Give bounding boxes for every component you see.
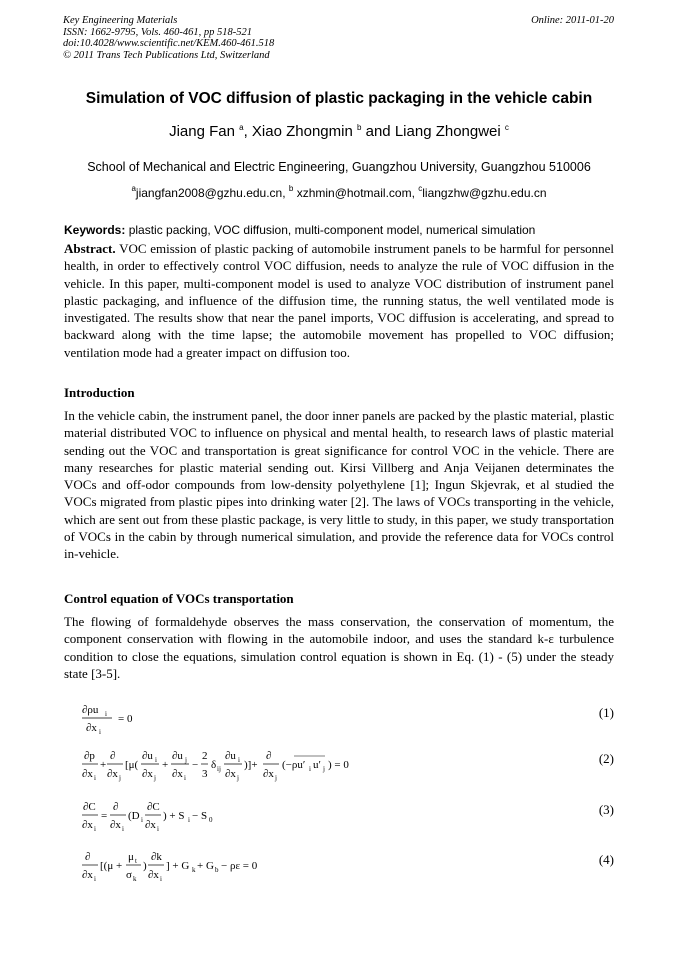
svg-text:∂x: ∂x	[107, 768, 118, 780]
keywords-label: Keywords:	[64, 223, 126, 237]
svg-text:= 0: = 0	[118, 713, 133, 725]
svg-text:∂x: ∂x	[142, 768, 153, 780]
svg-text:)]+: )]+	[244, 759, 258, 771]
doi-line: doi:10.4028/www.scientific.net/KEM.460-461.518	[63, 38, 275, 49]
svg-text:] + G: ] + G	[166, 860, 190, 872]
equation-1	[80, 700, 160, 738]
abstract-text: VOC emission of plastic packing of automobile instrument panels to be harmful for personnel health, in order to effectively control VOC diffusion, needs to analyze the rule of VOC diffusion in the vehicle. In this paper, multi-component model is used to analyze VOC distribution of instrument panel plastic packaging, and influence of the diffusion time, the running status, the well ventilated mode is investigated. The results show that near the panel imports, VOC diffusion is accelerating, and spread to backward along with the time lapse; the automobile movement has propelled to VOC diffusion; ventilation mode had a greater impact on diffusion too.	[64, 241, 615, 360]
control-equation-paragraph: The flowing of formaldehyde observes the mass conservation, the conservation of momentum, the component conservation with flowing in the automobile indoor, and uses the standard k-ε turbulence condition to close the equations, simulation control equation is shown in Eq. (1) - (5) under the steady state [3-5].	[64, 614, 614, 681]
svg-text:∂: ∂	[110, 750, 116, 762]
svg-text:j: j	[154, 774, 156, 782]
svg-text:i: i	[238, 756, 240, 764]
svg-text:2: 2	[202, 750, 208, 762]
svg-text:∂x: ∂x	[82, 869, 93, 881]
email-address: xzhmin@hotmail.com	[296, 186, 412, 200]
svg-text:(D: (D	[128, 810, 140, 822]
abstract-paragraph	[64, 240, 614, 361]
email-list: $^a$jiangfan2008@gzhu.edu.cn, $^b$ xzhmin@hotmail.com, $^c$liangzhw@gzhu.edu.cn	[131, 184, 547, 200]
email-address: jiangfan2008@gzhu.edu.cn	[135, 186, 283, 200]
svg-text:i: i	[105, 710, 107, 718]
introduction-paragraph: In the vehicle cabin, the instrument panel, the door inner panels are packed by the plastic material, plastic material distributed VOC to influence on physical and mental health, to research laws of plastic material sending out the VOC and transportation is great significance for control VOC in the vehicle. There are many researches for plastic material sending out. Kirsi Villberg and Anja Veijanen determinates the VOCs and off-odor compounds from low-density polyethylene [1]; Ingun Skjevrak, et al studied the VOCs migrated from plastic pipes into drinking water [2]. The laws of VOCs transporting in the vehicle, which are sent out from these plastic package, is very little to study, in this paper, we study transportation of VOCs in the cabin by through numerical simulation, and provide the reference data for VOCs control in-vehicle.	[64, 408, 614, 562]
svg-text:ij: ij	[217, 765, 221, 773]
keywords-line	[64, 223, 535, 237]
svg-text:=: =	[101, 810, 108, 822]
author-name: Jiang Fan	[169, 123, 235, 140]
svg-text:i: i	[94, 825, 96, 833]
journal-name: Key Engineering Materials	[63, 15, 178, 26]
svg-text:∂x: ∂x	[82, 819, 93, 831]
email-mark: c	[418, 184, 423, 193]
svg-text:) + S: ) + S	[163, 810, 185, 822]
svg-text:∂u: ∂u	[172, 750, 183, 762]
author-mark: c	[504, 123, 509, 132]
svg-text:∂ρu: ∂ρu	[82, 704, 99, 716]
svg-text:): )	[143, 860, 147, 872]
svg-text:0: 0	[209, 816, 213, 824]
svg-text:k: k	[192, 866, 196, 874]
journal-header	[63, 15, 274, 61]
section-heading-introduction: Introduction	[64, 385, 135, 400]
svg-text:i: i	[309, 765, 311, 773]
svg-text:σ: σ	[126, 869, 132, 881]
svg-text:∂u: ∂u	[142, 750, 153, 762]
svg-text:) = 0: ) = 0	[328, 759, 349, 771]
svg-text:i: i	[157, 825, 159, 833]
svg-text:i: i	[188, 816, 190, 824]
svg-text:μ: μ	[128, 851, 134, 863]
svg-text:−: −	[192, 759, 199, 771]
equation-2-graphic	[80, 746, 349, 784]
svg-text:∂: ∂	[266, 750, 272, 762]
svg-text:∂C: ∂C	[147, 801, 160, 813]
svg-text:i: i	[155, 756, 157, 764]
svg-text:j: j	[237, 774, 239, 782]
svg-text:j: j	[185, 756, 187, 764]
svg-text:+: +	[100, 759, 107, 771]
svg-text:∂x: ∂x	[86, 722, 97, 734]
keywords-text: plastic packing, VOC diffusion, multi-component model, numerical simulation	[128, 223, 536, 237]
online-date: Online: 2011-01-20	[531, 15, 614, 26]
email-mark: a	[131, 184, 136, 193]
author-mark: b	[357, 123, 362, 132]
svg-text:∂x: ∂x	[110, 819, 121, 831]
svg-text:3: 3	[202, 768, 208, 780]
equation-1-graphic	[80, 700, 160, 738]
equation-2	[80, 746, 349, 784]
svg-text:∂x: ∂x	[145, 819, 156, 831]
svg-text:u′: u′	[313, 759, 321, 771]
svg-text:[(μ +: [(μ +	[100, 860, 123, 872]
equation-4	[80, 847, 270, 885]
svg-text:i: i	[94, 774, 96, 782]
svg-text:+: +	[162, 759, 169, 771]
svg-text:δ: δ	[211, 759, 217, 771]
svg-text:j: j	[119, 774, 121, 782]
author-separator: and	[361, 123, 395, 140]
svg-text:∂: ∂	[113, 801, 119, 813]
copyright-line: © 2011 Trans Tech Publications Ltd, Switzerland	[63, 49, 270, 61]
svg-text:∂p: ∂p	[84, 750, 95, 762]
author-name: Xiao Zhongmin	[251, 123, 353, 140]
svg-text:i: i	[122, 825, 124, 833]
equation-4-number: (4)	[598, 852, 614, 867]
affiliation: School of Mechanical and Electric Engineering, Guangzhou University, Guangzhou 510006	[87, 160, 591, 174]
svg-text:∂: ∂	[85, 851, 91, 863]
svg-text:j: j	[275, 774, 277, 782]
svg-text:∂u: ∂u	[225, 750, 236, 762]
svg-text:∂x: ∂x	[82, 768, 93, 780]
author-list	[0, 123, 678, 140]
equation-2-number: (2)	[598, 751, 614, 766]
abstract-label: Abstract.	[64, 241, 116, 256]
equation-3	[80, 797, 220, 835]
issn-line: ISSN: 1662-9795, Vols. 460-461, pp 518-521	[63, 26, 252, 38]
author-separator: ,	[243, 123, 252, 140]
svg-text:i: i	[99, 728, 101, 736]
svg-text:i: i	[94, 875, 96, 883]
svg-text:i: i	[141, 816, 143, 824]
svg-text:[μ(: [μ(	[125, 759, 139, 771]
author-name: Liang Zhongwei	[394, 123, 501, 140]
svg-text:∂k: ∂k	[151, 851, 162, 863]
svg-text:∂x: ∂x	[172, 768, 183, 780]
svg-text:− ρε = 0: − ρε = 0	[221, 860, 258, 872]
svg-text:i: i	[184, 774, 186, 782]
paper-title: Simulation of VOC diffusion of plastic packaging in the vehicle cabin	[85, 90, 593, 107]
email-address: liangzhw@gzhu.edu.cn	[422, 186, 547, 200]
svg-text:i: i	[160, 875, 162, 883]
equation-1-number: (1)	[598, 705, 614, 720]
svg-text:∂C: ∂C	[83, 801, 96, 813]
svg-text:∂x: ∂x	[225, 768, 236, 780]
svg-text:t: t	[135, 857, 137, 865]
svg-text:∂x: ∂x	[263, 768, 274, 780]
svg-text:+ G: + G	[197, 860, 214, 872]
equation-3-graphic	[80, 797, 220, 835]
svg-text:k: k	[133, 875, 137, 883]
author-mark: a	[239, 123, 244, 132]
svg-text:− S: − S	[192, 810, 208, 822]
svg-text:∂x: ∂x	[148, 869, 159, 881]
svg-text:j: j	[323, 765, 325, 773]
email-mark: b	[288, 184, 294, 193]
svg-text:(−ρu′: (−ρu′	[282, 759, 306, 771]
section-heading-control-equation: Control equation of VOCs transportation	[64, 591, 294, 606]
svg-text:b: b	[215, 866, 219, 874]
equation-3-number: (3)	[598, 802, 614, 817]
equation-4-graphic	[80, 847, 270, 885]
